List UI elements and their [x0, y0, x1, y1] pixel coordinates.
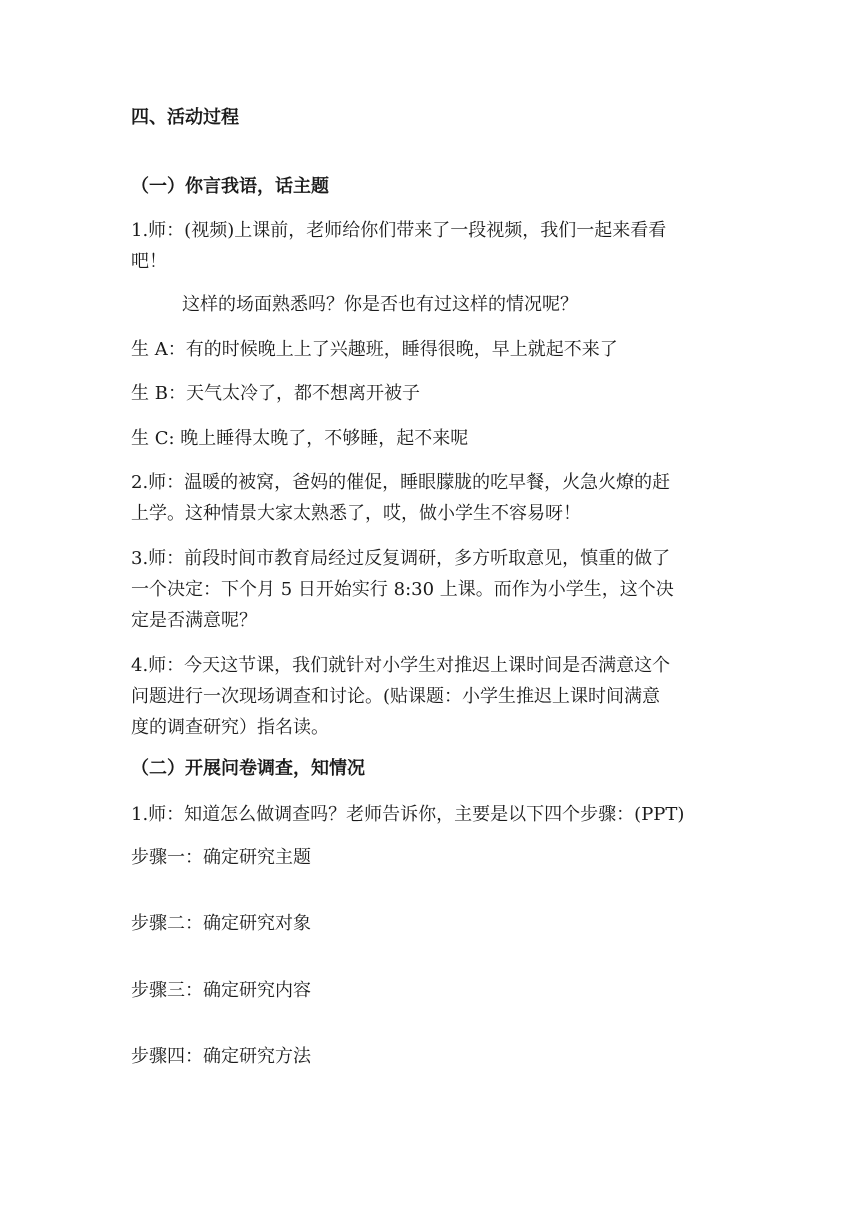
paragraph-line: 吧！ [131, 251, 167, 272]
section-title: 四、活动过程 [131, 107, 239, 128]
step-item: 步骤四：确定研究方法 [131, 1046, 311, 1067]
paragraph-line: 1.师：(视频)上课前，老师给你们带来了一段视频，我们一起来看看 [131, 220, 667, 241]
student-a-line: 生 A：有的时候晚上上了兴趣班，睡得很晚，早上就起不来了 [131, 339, 618, 360]
step-item: 步骤三：确定研究内容 [131, 980, 311, 1001]
student-b-line: 生 B：天气太冷了，都不想离开被子 [131, 383, 420, 404]
paragraph-line: 上学。这种情景大家太熟悉了，哎，做小学生不容易呀！ [131, 503, 581, 524]
part1-heading: （一）你言我语，话主题 [131, 176, 329, 197]
step-item: 步骤一：确定研究主题 [131, 847, 311, 868]
step-item: 步骤二：确定研究对象 [131, 913, 311, 934]
paragraph-line: 一个决定：下个月 5 日开始实行 8:30 上课。而作为小学生，这个决 [131, 579, 674, 600]
paragraph-line: 问题进行一次现场调查和讨论。(贴课题：小学生推迟上课时间满意 [131, 686, 661, 707]
paragraph-line: 3.师：前段时间市教育局经过反复调研，多方听取意见，慎重的做了 [131, 548, 671, 569]
part2-heading: （二）开展问卷调查，知情况 [131, 758, 365, 779]
paragraph-line: 定是否满意呢？ [131, 610, 257, 631]
paragraph-line: 2.师：温暖的被窝，爸妈的催促，睡眼朦胧的吃早餐，火急火燎的赶 [131, 472, 671, 493]
paragraph-line: 4.师：今天这节课，我们就针对小学生对推迟上课时间是否满意这个 [131, 655, 671, 676]
paragraph-line: 度的调查研究）指名读。 [131, 717, 329, 738]
paragraph-line: 1.师：知道怎么做调查吗？老师告诉你，主要是以下四个步骤：(PPT) [131, 804, 685, 825]
paragraph-line: 这样的场面熟悉吗？你是否也有过这样的情况呢？ [182, 294, 578, 315]
student-c-line: 生 C: 晚上睡得太晚了，不够睡，起不来呢 [131, 428, 469, 449]
